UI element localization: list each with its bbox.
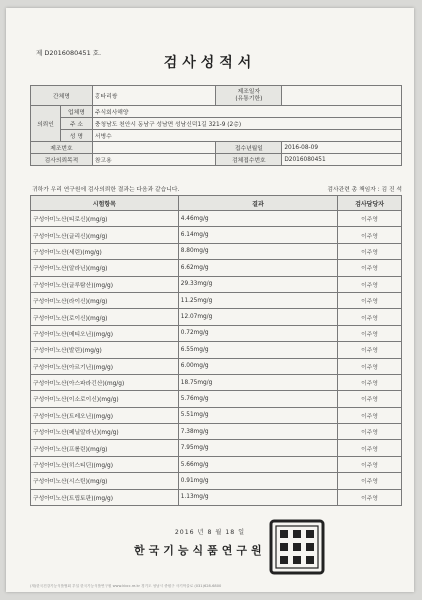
receipt-no-label: 검체접수번호 bbox=[216, 154, 282, 166]
row-tester: 이주영 bbox=[338, 211, 402, 227]
table-row bbox=[31, 391, 402, 407]
table-row bbox=[31, 243, 402, 259]
row-item: 구성아미노산(로이신)(mg/g) bbox=[31, 309, 179, 325]
row-result: 18.75mg/g bbox=[178, 374, 337, 390]
row-result: 5.66mg/g bbox=[178, 456, 337, 472]
row-tester: 이주영 bbox=[338, 292, 402, 308]
row-result: 6.55mg/g bbox=[178, 342, 337, 358]
row-result: 6.62mg/g bbox=[178, 260, 337, 276]
row-result: 8.80mg/g bbox=[178, 243, 337, 259]
row-tester: 이주영 bbox=[338, 424, 402, 440]
row-result: 6.14mg/g bbox=[178, 227, 337, 243]
row-item: 구성아미노산(아르기닌)(mg/g) bbox=[31, 358, 179, 374]
row-tester: 이주영 bbox=[338, 391, 402, 407]
product-label: 간체명 bbox=[31, 86, 93, 106]
row-tester: 이주영 bbox=[338, 358, 402, 374]
table-row bbox=[31, 407, 402, 423]
table-row bbox=[31, 456, 402, 472]
row-tester: 이주영 bbox=[338, 309, 402, 325]
name-value: 서병수 bbox=[92, 130, 401, 142]
row-result: 6.00mg/g bbox=[178, 358, 337, 374]
company-value: 주식회사해양 bbox=[92, 106, 401, 118]
document-sheet bbox=[6, 8, 414, 592]
table-row bbox=[31, 260, 402, 276]
row-tester: 이주영 bbox=[338, 325, 402, 341]
purpose-value: 참고용 bbox=[92, 154, 216, 166]
row-item: 구성아미노산(발린)(mg/g) bbox=[31, 342, 179, 358]
row-item: 구성아미노산(이소로이신)(mg/g) bbox=[31, 391, 179, 407]
receipt-no-value: D2016080451 bbox=[282, 154, 402, 166]
table-row bbox=[31, 489, 402, 505]
table-row bbox=[31, 309, 402, 325]
row-item: 구성아미노산(프롤린)(mg/g) bbox=[31, 440, 179, 456]
row-item: 구성아미노산(글리신)(mg/g) bbox=[31, 227, 179, 243]
mfg-date-label: 제조일자 (유통기한) bbox=[216, 86, 282, 106]
header-result: 결과 bbox=[178, 196, 337, 211]
address-value: 충청남도 천안시 동남구 성남면 성남신덕1길 321-9 (2층) bbox=[92, 118, 401, 130]
row-tester: 이주영 bbox=[338, 440, 402, 456]
row-tester: 이주영 bbox=[338, 342, 402, 358]
row-result: 1.13mg/g bbox=[178, 489, 337, 505]
official-seal-stamp bbox=[268, 518, 326, 576]
table-row bbox=[31, 358, 402, 374]
info-table bbox=[30, 85, 402, 166]
lot-value bbox=[92, 142, 216, 154]
row-item: 구성아미노산(히스티딘)(mg/g) bbox=[31, 456, 179, 472]
table-row bbox=[31, 424, 402, 440]
row-result: 29.33mg/g bbox=[178, 276, 337, 292]
row-result: 0.72mg/g bbox=[178, 325, 337, 341]
row-tester: 이주영 bbox=[338, 407, 402, 423]
row-tester: 이주영 bbox=[338, 374, 402, 390]
footer-text: (재)한국건강기능식품협회 부설 한국기능식품연구원 www.kbcc.re.kr 경기도 성남시 중원구 사기막골로 (031)628-6800 bbox=[30, 584, 222, 588]
purpose-label: 검사의뢰목적 bbox=[31, 154, 93, 166]
header-tester: 검사담당자 bbox=[338, 196, 402, 211]
row-tester: 이주영 bbox=[338, 227, 402, 243]
row-result: 11.25mg/g bbox=[178, 292, 337, 308]
header-item: 시험항목 bbox=[31, 196, 179, 211]
row-item: 구성아미노산(아스파라긴산)(mg/g) bbox=[31, 374, 179, 390]
table-row bbox=[31, 227, 402, 243]
row-result: 0.91mg/g bbox=[178, 473, 337, 489]
row-tester: 이주영 bbox=[338, 456, 402, 472]
row-tester: 이주영 bbox=[338, 243, 402, 259]
table-row bbox=[31, 276, 402, 292]
row-result: 7.95mg/g bbox=[178, 440, 337, 456]
client-group-label: 의뢰인 bbox=[31, 106, 61, 142]
results-table bbox=[30, 195, 402, 506]
row-result: 7.38mg/g bbox=[178, 424, 337, 440]
document-title: 검사성적서 bbox=[163, 55, 257, 71]
results-body bbox=[31, 211, 402, 506]
lot-label: 제조번호 bbox=[31, 142, 93, 154]
address-label: 주 소 bbox=[60, 118, 92, 130]
row-tester: 이주영 bbox=[338, 489, 402, 505]
row-item: 구성아미노산(메티오닌)(mg/g) bbox=[31, 325, 179, 341]
table-row bbox=[31, 211, 402, 227]
row-item: 구성아미노산(티로신)(mg/g) bbox=[31, 211, 179, 227]
row-item: 구성아미노산(세린)(mg/g) bbox=[31, 243, 179, 259]
row-tester: 이주영 bbox=[338, 260, 402, 276]
row-result: 5.51mg/g bbox=[178, 407, 337, 423]
table-row bbox=[31, 374, 402, 390]
row-result: 5.76mg/g bbox=[178, 391, 337, 407]
row-tester: 이주영 bbox=[338, 473, 402, 489]
row-tester: 이주영 bbox=[338, 276, 402, 292]
receipt-date-value: 2016-08-09 bbox=[282, 142, 402, 154]
row-result: 12.07mg/g bbox=[178, 309, 337, 325]
issue-date: 2016 년 8 월 18 일 bbox=[174, 529, 246, 536]
mfg-date-value bbox=[282, 86, 402, 106]
note-text: 귀하가 우리 연구원에 검사의뢰한 결과는 다음과 같습니다. bbox=[32, 187, 180, 193]
receipt-date-label: 접수년월일 bbox=[216, 142, 282, 154]
row-item: 구성아미노산(글루탐산)(mg/g) bbox=[31, 276, 179, 292]
table-row bbox=[31, 342, 402, 358]
table-row bbox=[31, 473, 402, 489]
table-row bbox=[31, 440, 402, 456]
row-result: 4.46mg/g bbox=[178, 211, 337, 227]
row-item: 구성아미노산(라이신)(mg/g) bbox=[31, 292, 179, 308]
row-item: 구성아미노산(트레오닌)(mg/g) bbox=[31, 407, 179, 423]
name-label: 성 명 bbox=[60, 130, 92, 142]
row-item: 구성아미노산(알라닌)(mg/g) bbox=[31, 260, 179, 276]
row-item: 구성아미노산(시스틴)(mg/g) bbox=[31, 473, 179, 489]
result-note bbox=[32, 184, 402, 193]
product-value: 홍타리쌍 bbox=[92, 86, 216, 106]
row-item: 구성아미노산(페닐알라닌)(mg/g) bbox=[31, 424, 179, 440]
manager-text: 검사관련 총 책임자 : 김 진 석 bbox=[327, 187, 402, 193]
table-row bbox=[31, 292, 402, 308]
row-item: 구성아미노산(트립토판)(mg/g) bbox=[31, 489, 179, 505]
company-label: 업체명 bbox=[60, 106, 92, 118]
table-row bbox=[31, 325, 402, 341]
organization-name: 한국기능식품연구원 bbox=[134, 544, 266, 557]
document-number: 제 D2016080451 호. bbox=[36, 49, 102, 57]
